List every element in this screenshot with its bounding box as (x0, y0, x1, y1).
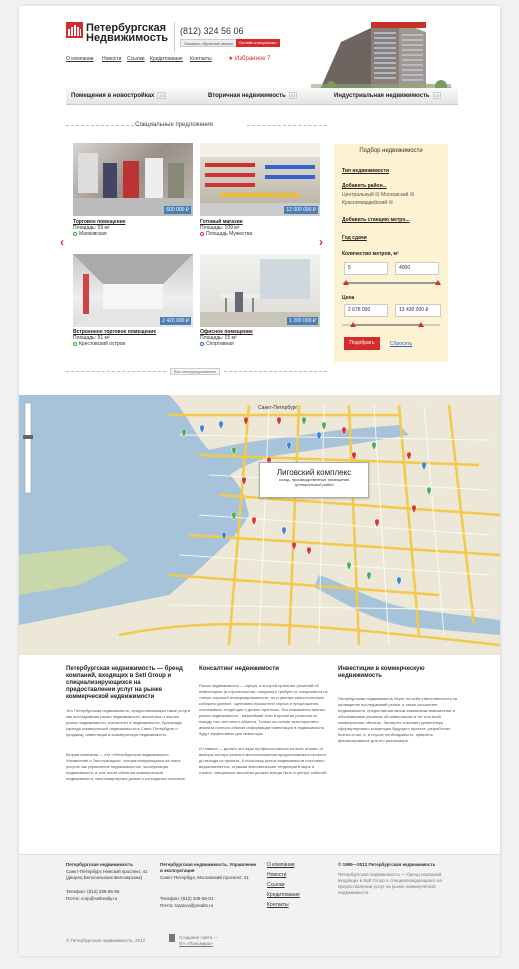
nav-contacts[interactable]: Контакты (190, 56, 212, 62)
category-tabs (66, 88, 458, 105)
filter-year[interactable]: Год сдачи (342, 235, 367, 241)
area-to-input[interactable]: 4000 (395, 262, 439, 275)
card-image[interactable] (200, 254, 320, 327)
footer-creator: Создание сайта — (179, 935, 219, 940)
metro-icon (200, 342, 204, 346)
divider (247, 125, 327, 126)
logo-line2[interactable]: Недвижимость (86, 32, 168, 44)
nav-news[interactable]: Новости (102, 56, 122, 62)
card-metro: Маяковская (73, 231, 107, 237)
map-canvas[interactable] (19, 395, 500, 655)
column-title: Петербургская недвижимость — бренд компаний, входящих в Setl Group и специализирующихся на предоставлении услуг на рынке коммерческой недвижимости (66, 666, 183, 700)
footer-company-address: Санкт-Петербург, Невский проспект, 41 (дворец Белосельских-Белозерских) (66, 869, 148, 880)
metro-icon (73, 232, 77, 236)
map[interactable] (19, 395, 500, 655)
card-image[interactable] (200, 143, 320, 216)
footer-copyright: © Петербургская недвижимость, 2012 (66, 938, 146, 943)
slider-handle[interactable] (418, 322, 424, 327)
all-specials-button[interactable]: Все спецпредложения (170, 368, 220, 375)
column-text: Вторая компания — это «Петербургская недвижимость. Управление и Эксплуатация», специализирующаяся на таких услугах как управление недвижимостью, эксплуатация недвижимости, в том числе объектов коммерческой недвижимости, многоквартирных домов и коттеджных поселков. (66, 752, 186, 781)
column-text: Петербургская недвижимость берет на себя ответственность за проведение исследований рынка, а также консалтинг недвижимости, предоставляя своим заказчикам взвешенные и обоснованные решения об инвестициях в тот или иной коммерческие объекты. Эксперты помогают девелоперу сформулировать концепцию будущего проекта, разработать бизнес-план, и, в случае необходимости, привлечь финансирование для его реализации. (338, 696, 457, 743)
footer-copyright-title: © 1995—2012 Петербургская недвижимость (338, 862, 436, 867)
footer-mgmt-address: Санкт-Петербург, Московский проспект, 21 (160, 875, 249, 880)
footer-link-news[interactable]: Новости (267, 872, 287, 878)
divider (224, 371, 327, 372)
page (19, 6, 500, 956)
card-title[interactable]: Встроенное торговое помещение (73, 329, 157, 335)
reset-link[interactable]: Сбросить (390, 341, 413, 347)
nav-credit[interactable]: Кредитование (150, 56, 183, 62)
filter-type-link[interactable]: Тип недвижимости (342, 168, 390, 174)
favorites-link[interactable]: ★ Избранное 7 (228, 56, 271, 62)
popup-district: Центральный район (294, 482, 334, 487)
card-area: Площадь: 109 м² (200, 225, 240, 231)
footer-link-about[interactable]: О компании (267, 862, 295, 868)
map-popup[interactable] (259, 462, 369, 498)
footer-company-phone: Телефон: (812) 335-55-55 (66, 889, 120, 894)
slider-handle[interactable] (343, 280, 349, 285)
logo-line1[interactable]: Петербургская (86, 22, 167, 34)
card-metro: Площадь Мужества (200, 231, 252, 237)
card-area: Площадь: 91 м² (73, 335, 110, 341)
footer-creator-link[interactable]: ИА «Пальмира» (179, 941, 213, 946)
divider (66, 371, 166, 372)
price-to-input[interactable]: 13 430 000 ₽ (395, 304, 441, 317)
filter-add-district[interactable]: Добавить район... (342, 183, 387, 189)
nav-about[interactable]: О компании (66, 56, 94, 62)
creator-logo-icon (169, 934, 175, 942)
card-metro: Спортивная (200, 341, 234, 347)
column-text: Это Петербургская недвижимость, предоставляющая такие услуги как исследования рынка недвижимости, аналитика и анализ рынка недвижимости, консалтинг в недвижимости, брокеридж (аренда коммерческой недвижимости в Санкт-Петербурге и продажа), инвестиции в коммерческую недвижимость. (66, 708, 191, 737)
submit-button[interactable]: Подобрать (344, 337, 380, 350)
popup-title[interactable]: Лиговский комплекс (276, 468, 352, 477)
footer-mgmt-title: Петербургская недвижимость. Управление и эксплуатация (160, 862, 257, 873)
area-slider[interactable] (342, 282, 440, 284)
area-from-input[interactable]: 5 (344, 262, 388, 275)
filter-panel (334, 144, 448, 362)
card-image[interactable] (73, 254, 193, 327)
card-image[interactable] (73, 143, 193, 216)
section-title: Специальные предложения (135, 122, 213, 128)
nav-links[interactable]: Ссылки (127, 56, 145, 62)
price-badge: 12 000 000 ₽ (286, 207, 316, 213)
prev-arrow-icon[interactable]: ‹ (60, 235, 64, 249)
slider-handle[interactable] (435, 280, 441, 285)
card-title[interactable]: Офисное помещение (200, 329, 253, 335)
popup-subtitle: склад, производственные помещения (278, 477, 350, 482)
logo-icon[interactable] (66, 22, 83, 38)
divider (174, 22, 175, 52)
filter-districts[interactable]: Центральный ☒ Московский ☒ (342, 192, 415, 198)
footer-link-links[interactable]: Ссылки (267, 882, 285, 888)
footer-company-title: Петербургская недвижимость (66, 862, 133, 867)
price-slider[interactable] (342, 324, 440, 326)
slider-handle[interactable] (350, 322, 356, 327)
footer (19, 854, 500, 956)
footer-mgmt-email[interactable]: Почта: tarasov@prealts.ru (160, 903, 214, 908)
column-text: Рынок недвижимости — сфера, в которой принятие решений об инвестициях (в строительство, например) требует от специалиста не только хорошей информированности, но и умения самостоятельно собирать данные, оценивать показатели спроса и предложения, отслеживать тенденции и делать прогнозы. Это называется анализ рынка недвижимости - важнейший этап в принятии решения по поводу того или иного объекта. Только на основе всестороннего анализа полного объема информации инвестиции в недвижимость будут эффективны для инвестора. (199, 683, 328, 736)
building-image (311, 18, 453, 98)
card-metro: Крестовский остров (73, 341, 125, 347)
column-title: Инвестиции в коммерческую недвижимость (338, 666, 425, 679)
card-title[interactable]: Готовый магазин (200, 219, 243, 225)
price-badge: 1 200 000 ₽ (289, 318, 316, 324)
footer-company-email[interactable]: Почта: corp@setlrealty.ru (66, 896, 118, 901)
phone-number: (812) 324 56 06 (180, 26, 244, 36)
price-badge: 600 000 ₽ (166, 207, 189, 213)
card-area: Площадь: 59 м² (73, 225, 110, 231)
footer-brand-text: Петербургская недвижимость — бренд компаний, входящих в Setl Group и специализирующихся на предоставлении услуг на рынке коммерческой недвижимости (338, 872, 443, 895)
filter-area-label: Количество метров, м² (342, 251, 399, 257)
metro-icon (73, 342, 77, 346)
filter-title: Подбор недвижимости (359, 148, 423, 154)
filter-district3[interactable]: Красногвардейский ☒ (342, 200, 394, 206)
metro-icon (200, 232, 204, 236)
card-title[interactable]: Торговое помещение (73, 219, 126, 225)
price-from-input[interactable]: 2 678 000 (344, 304, 388, 317)
callback-button[interactable]: Заказать обратный звонок (180, 39, 237, 47)
column-text: И главное — делать это надо профессионально на всех этапах: от выбора сектора рынка и местоположения предполагаемого проекта до выхода из проекта. А поскольку рынок недвижимости постоянно видоизменяется, отражая экономические тенденции в мире и стране, специалист-аналитик должен всегда быть в центре событий. (199, 746, 328, 775)
footer-link-contacts[interactable]: Контакты (267, 902, 289, 908)
price-badge: 2 420 000 ₽ (162, 318, 189, 324)
footer-mgmt-phone: Телефон: (812) 335-55-01 (160, 896, 214, 901)
tab-industrial[interactable]: Индустриальная недвижимость 14 (334, 93, 440, 99)
tab-new-buildings[interactable]: Помещения в новостройках 23 (71, 93, 164, 99)
next-arrow-icon[interactable]: › (319, 235, 323, 249)
tab-secondary[interactable]: Вторичная недвижимость 92 (208, 93, 296, 99)
filter-add-metro[interactable]: Добавить станцию метро... (342, 217, 410, 223)
card-area: Площадь: 15 м² (200, 335, 237, 341)
map-city-label: Санкт-Петербург (258, 405, 298, 411)
filter-price-label: Цена (342, 295, 355, 301)
consultant-button[interactable]: Онлайн-консультант (236, 39, 280, 47)
column-title: Консалтинг недвижимости (199, 666, 279, 672)
footer-link-credit[interactable]: Кредитование (267, 892, 300, 898)
